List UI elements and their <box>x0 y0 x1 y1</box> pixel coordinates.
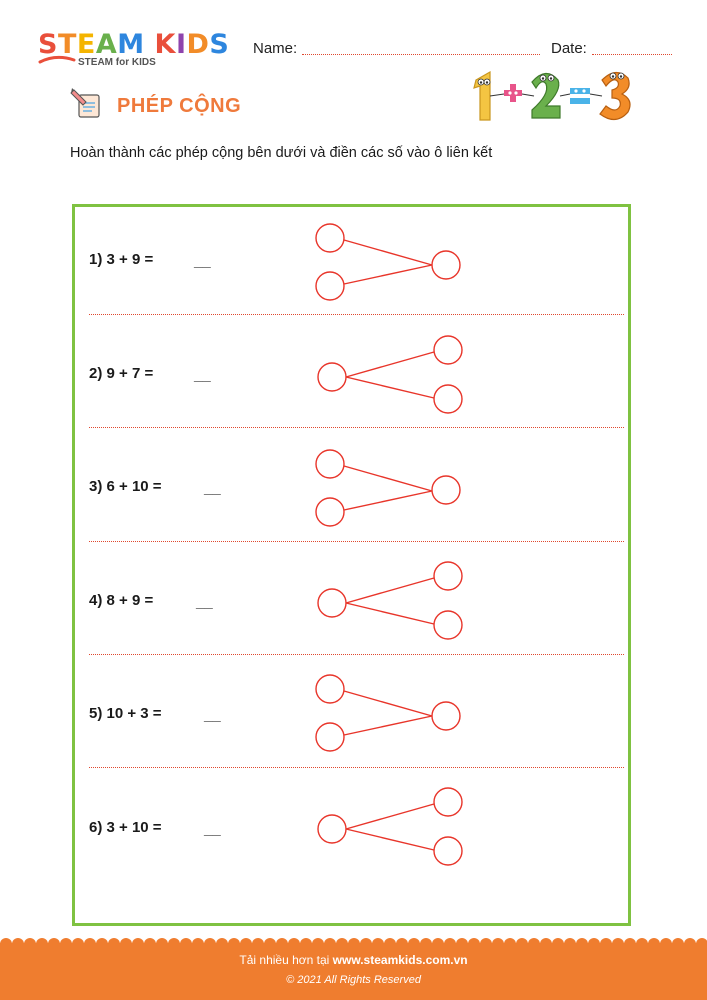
bond-3-part-b-circle[interactable] <box>316 498 344 526</box>
number-bond-5 <box>316 675 460 751</box>
problem-6-answer-blank[interactable]: __ <box>204 821 221 838</box>
problem-3-answer-blank[interactable]: __ <box>204 480 221 497</box>
bond-3-whole-circle[interactable] <box>432 476 460 504</box>
bond-2-part-b-circle[interactable] <box>434 385 462 413</box>
number-bond-1 <box>316 224 460 300</box>
bond-6-whole-circle[interactable] <box>318 815 346 843</box>
bond-5-whole-circle[interactable] <box>432 702 460 730</box>
logo-letter: A <box>95 29 118 60</box>
bond-5-part-a-circle[interactable] <box>316 675 344 703</box>
bond-6-part-a-circle[interactable] <box>434 788 462 816</box>
bond-5-part-b-circle[interactable] <box>316 723 344 751</box>
logo-letter: K <box>154 29 176 60</box>
footer-download-text <box>0 953 707 967</box>
problem-4-answer-blank[interactable]: __ <box>196 594 213 611</box>
logo-letter: S <box>38 29 58 60</box>
problem-1-label: 1) 3 + 9 = <box>89 251 154 268</box>
logo-letter: D <box>186 29 210 60</box>
logo-letter: I <box>175 29 187 60</box>
problem-2-label: 2) 9 + 7 = <box>89 365 154 382</box>
bond-1-part-b-circle[interactable] <box>316 272 344 300</box>
footer-site-link[interactable]: www.steamkids.com.vn <box>332 953 468 967</box>
bond-4-part-b-circle[interactable] <box>434 611 462 639</box>
worksheet-title: PHÉP CỘNG <box>117 95 242 117</box>
logo-letter: S <box>209 29 230 60</box>
bond-4-whole-circle[interactable] <box>318 589 346 617</box>
problem-5-label: 5) 10 + 3 = <box>89 705 162 722</box>
problem-2-answer-blank[interactable]: __ <box>194 367 211 384</box>
name-label: Name: <box>253 40 298 57</box>
bond-2-part-a-circle[interactable] <box>434 336 462 364</box>
problem-4-label: 4) 8 + 9 = <box>89 592 154 609</box>
problem-6-label: 6) 3 + 10 = <box>89 819 162 836</box>
number-bond-4 <box>318 562 462 639</box>
problem-5-answer-blank[interactable]: __ <box>204 707 221 724</box>
logo-letter: M <box>117 29 145 60</box>
number-bond-2 <box>318 336 462 413</box>
problem-1-answer-blank[interactable]: __ <box>194 253 211 270</box>
footer-band <box>0 943 707 1000</box>
bond-6-part-b-circle[interactable] <box>434 837 462 865</box>
problem-3-label: 3) 6 + 10 = <box>89 478 162 495</box>
bond-2-whole-circle[interactable] <box>318 363 346 391</box>
footer-prefix: Tải nhiều hơn tại <box>239 953 333 967</box>
bond-3-part-a-circle[interactable] <box>316 450 344 478</box>
logo-letter: E <box>76 29 96 60</box>
bond-1-whole-circle[interactable] <box>432 251 460 279</box>
bond-1-part-a-circle[interactable] <box>316 224 344 252</box>
number-bond-6 <box>318 788 462 865</box>
footer-copyright: © 2021 All Rights Reserved <box>286 974 421 986</box>
instruction-text: Hoàn thành các phép cộng bên dưới và điền các số vào ô liên kết <box>70 145 493 161</box>
logo-tagline: STEAM for KIDS <box>78 57 156 68</box>
bond-4-part-a-circle[interactable] <box>434 562 462 590</box>
number-bond-3 <box>316 450 460 526</box>
logo-letter: T <box>57 29 77 60</box>
date-label: Date: <box>551 40 587 57</box>
